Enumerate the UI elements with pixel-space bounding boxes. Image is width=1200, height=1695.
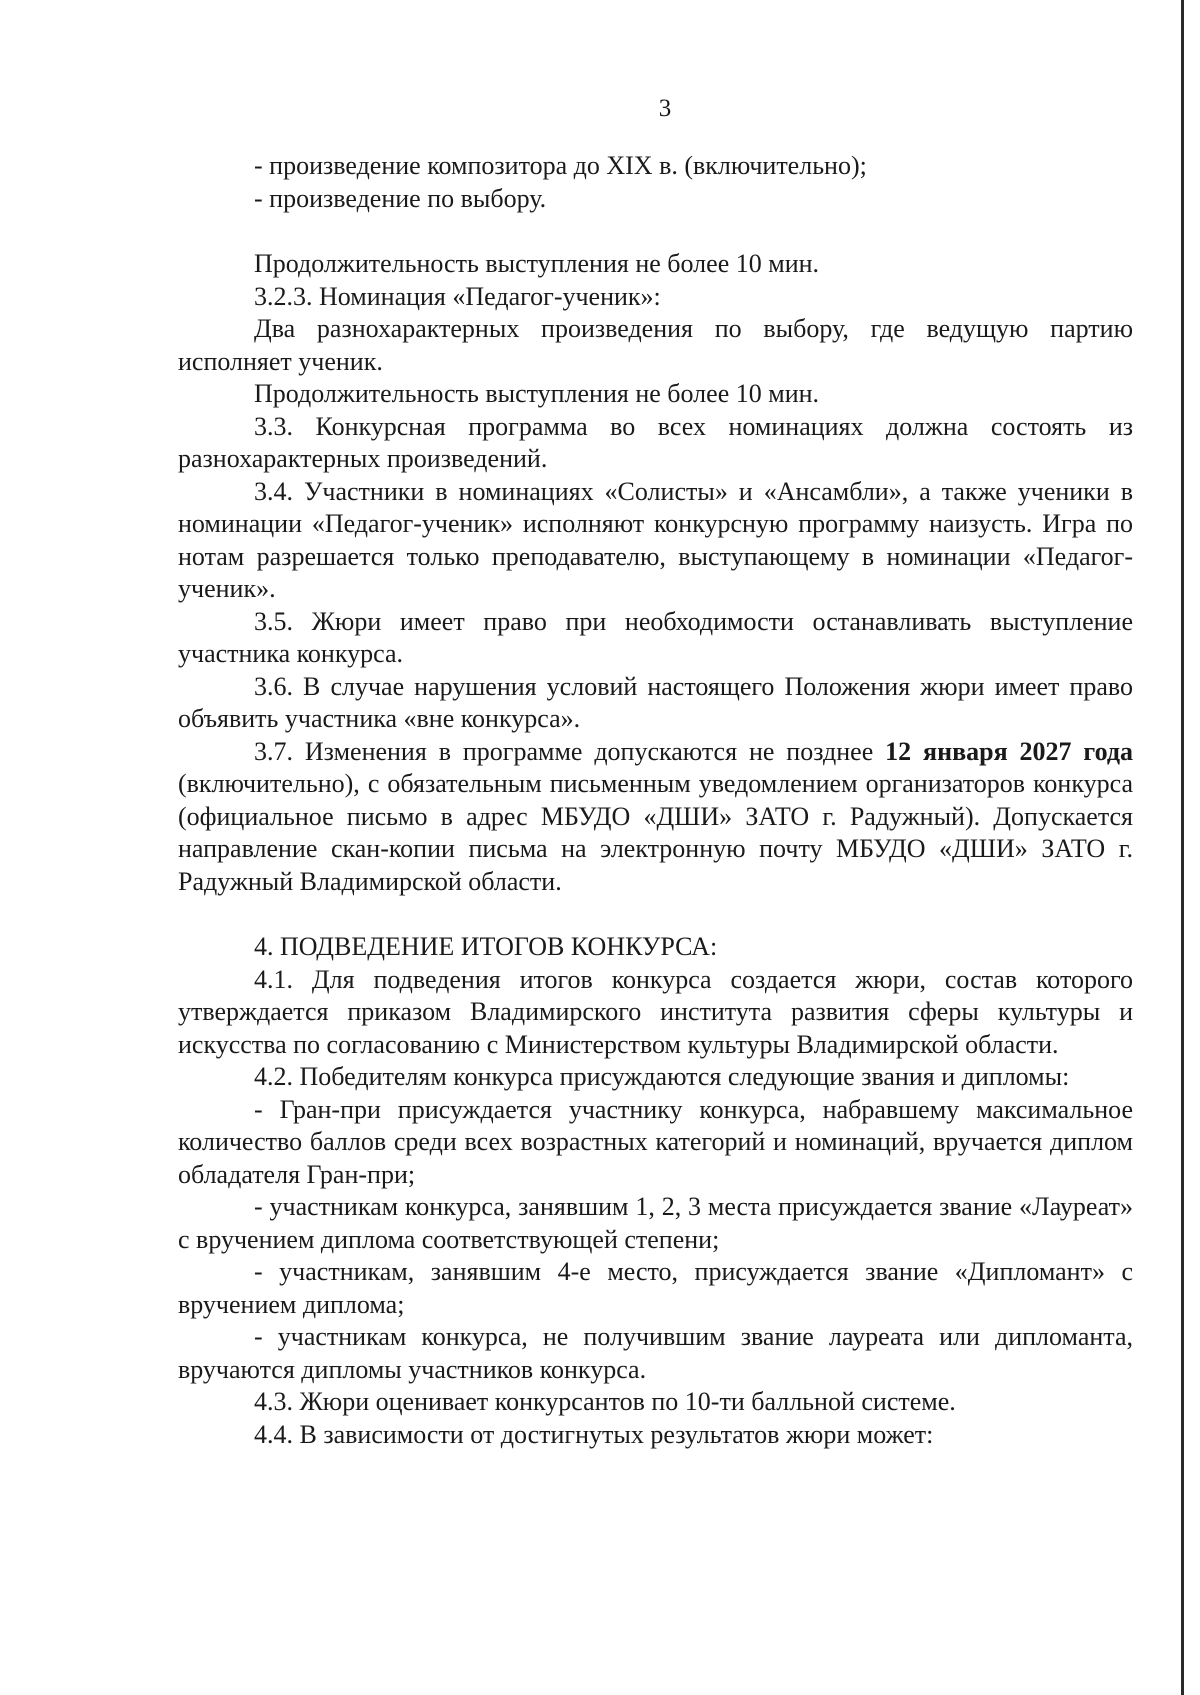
deadline-date: 12 января 2027 года bbox=[885, 736, 1133, 766]
clause-3-5: 3.5. Жюри имеет право при необходимости останавливать выступление участника конкурса. bbox=[178, 606, 1133, 668]
clause-3-7-end: (включительно), с обязательным письменным уведомлением организаторов конкурса (официальное письмо в адрес МБУДО «ДШИ» ЗАТО г. Радужный). Допускается направление скан-копии письма на электронную почту МБУДО «ДШИ» ЗАТО г. Радужный Владимирской области. bbox=[178, 769, 1133, 896]
clause-4-4: 4.4. В зависимости от достигнутых результатов жюри может: bbox=[254, 1419, 934, 1449]
clause-3-2-3: 3.2.3. Номинация «Педагог-ученик»: bbox=[254, 281, 661, 311]
list-item-grand-prix: - Гран-при присуждается участнику конкурса, набравшему максимальное количество баллов среди всех возрастных категорий и номинаций, вручается диплом обладателя Гран-при; bbox=[178, 1094, 1133, 1189]
clause-3-7-start: 3.7. Изменения в программе допускаются не позднее bbox=[254, 736, 886, 766]
spacer bbox=[178, 898, 1133, 931]
paragraph-two-pieces: Два разнохарактерных произведения по выбору, где ведущую партию исполняет ученик. bbox=[178, 314, 1133, 376]
list-item-composer-work: - произведение композитора до XIX в. (включительно); bbox=[254, 151, 867, 180]
list-item-diploma-holder: - участникам, занявшим 4-е место, присуждается звание «Дипломант» с вручением диплома; bbox=[178, 1257, 1133, 1319]
clause-3-6: 3.6. В случае нарушения условий настоящего Положения жюри имеет право объявить участника «вне конкурса». bbox=[178, 671, 1133, 733]
clause-4-2: 4.2. Победителям конкурса присуждаются следующие звания и дипломы: bbox=[254, 1062, 1070, 1091]
document-body bbox=[178, 150, 1133, 1451]
paragraph-duration-2: Продолжительность выступления не более 10 мин. bbox=[254, 379, 820, 408]
paragraph-duration: Продолжительность выступления не более 10 мин. bbox=[254, 249, 820, 278]
spacer bbox=[178, 215, 1133, 248]
list-item-participants: - участникам конкурса, не получившим звание лауреата или дипломанта, вручаются дипломы участников конкурса. bbox=[178, 1322, 1133, 1384]
list-item-laureate: - участникам конкурса, занявшим 1, 2, 3 места присуждается звание «Лауреат» с вручением диплома соответствующей степени; bbox=[178, 1192, 1133, 1254]
list-item-free-choice: - произведение по выбору. bbox=[254, 183, 547, 213]
clause-3-4: 3.4. Участники в номинациях «Солисты» и «Ансамбли», а также ученики в номинации «Педагог-ученик» исполняют конкурсную программу наизусть. Игра по нотам разрешается только преподавателю, выступающему в номинации «Педагог-ученик». bbox=[178, 476, 1133, 603]
clause-4-1: 4.1. Для подведения итогов конкурса создается жюри, состав которого утверждается приказом Владимирского института развития сферы культуры и искусства по согласованию с Министерством культуры Владимирской области. bbox=[178, 964, 1133, 1059]
clause-4-3: 4.3. Жюри оценивает конкурсантов по 10-ти балльной системе. bbox=[254, 1387, 956, 1416]
page-number: 3 bbox=[658, 95, 672, 122]
section-heading-4: 4. ПОДВЕДЕНИЕ ИТОГОВ КОНКУРСА: bbox=[254, 932, 718, 961]
clause-3-3: 3.3. Конкурсная программа во всех номинациях должна состоять из разнохарактерных произведений. bbox=[178, 411, 1133, 473]
scan-edge-line bbox=[1181, 0, 1184, 1695]
clause-3-7 bbox=[178, 736, 1133, 899]
